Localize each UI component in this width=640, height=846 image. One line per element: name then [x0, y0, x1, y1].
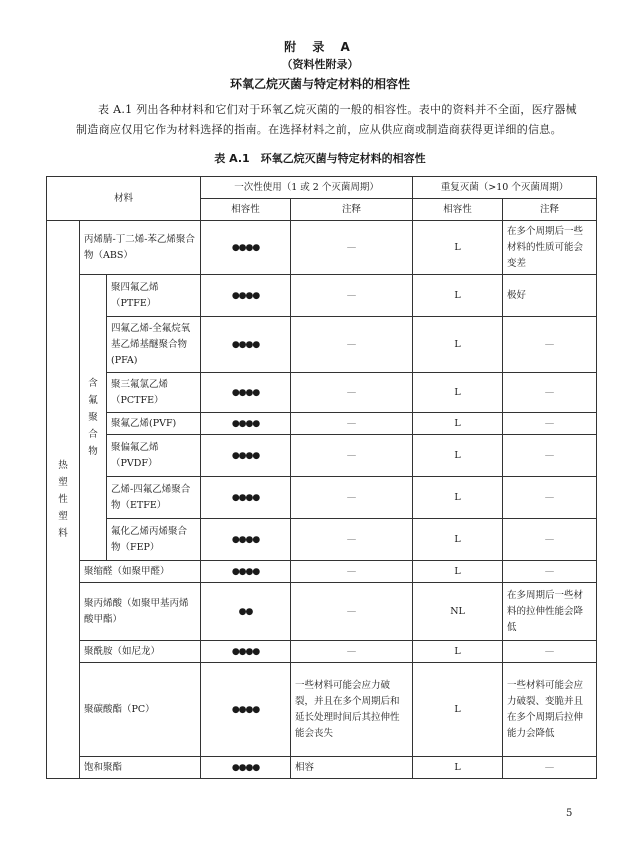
page-number: 5 — [566, 808, 573, 819]
table-row — [47, 641, 597, 663]
single-compat: ●●●● — [201, 275, 291, 317]
header-single-notes: 注释 — [291, 199, 413, 221]
single-note: — — [291, 561, 413, 583]
single-note: — — [291, 373, 413, 413]
single-note: — — [291, 519, 413, 561]
single-compat: ●● — [201, 583, 291, 641]
single-note: — — [291, 641, 413, 663]
single-note: — — [291, 221, 413, 275]
appendix-heading: 环氧乙烷灭菌与特定材料的相容性 — [229, 77, 410, 91]
material-cell: 丙烯腈-丁二烯-苯乙烯聚合物（ABS） — [80, 221, 201, 275]
header-single-compat: 相容性 — [201, 199, 291, 221]
table-row — [47, 435, 597, 477]
single-compat: ●●●● — [201, 435, 291, 477]
material-cell: 聚四氟乙烯（PTFE） — [107, 275, 201, 317]
repeat-note: — — [503, 561, 597, 583]
single-compat: ●●●● — [201, 757, 291, 779]
material-cell: 聚偏氟乙烯（PVDF） — [107, 435, 201, 477]
material-cell: 氟化乙烯丙烯聚合物（FEP） — [107, 519, 201, 561]
repeat-note: — — [503, 757, 597, 779]
appendix-type: （资料性附录） — [281, 58, 359, 71]
material-cell: 聚氟乙烯(PVF) — [107, 413, 201, 435]
header-repeat: 重复灭菌（>10 个灭菌周期） — [413, 177, 597, 199]
single-compat: ●●●● — [201, 561, 291, 583]
material-cell: 四氟乙烯-全氟烷氧基乙烯基醚聚合物(PFA) — [107, 317, 201, 373]
repeat-note: — — [503, 413, 597, 435]
repeat-note: — — [503, 519, 597, 561]
single-note: — — [291, 413, 413, 435]
material-cell: 聚酰胺（如尼龙） — [80, 641, 201, 663]
single-note: — — [291, 435, 413, 477]
single-note: 一些材料可能会应力破裂，并且在多个周期后和延长处理时间后其拉伸性能会丧失 — [291, 663, 413, 757]
header-single-use: 一次性使用（1 或 2 个灭菌周期） — [201, 177, 413, 199]
single-note: — — [291, 477, 413, 519]
material-cell: 聚缩醛（如聚甲醛） — [80, 561, 201, 583]
single-compat: ●●●● — [201, 519, 291, 561]
repeat-note: 极好 — [503, 275, 597, 317]
compatibility-table — [46, 176, 597, 779]
repeat-note: 在多周期后一些材料的拉伸性能会降低 — [503, 583, 597, 641]
table-row — [47, 221, 597, 275]
repeat-compat: L — [413, 757, 503, 779]
material-cell: 聚丙烯酸（如聚甲基丙烯酸甲酯） — [80, 583, 201, 641]
single-compat: ●●●● — [201, 477, 291, 519]
repeat-compat: L — [413, 413, 503, 435]
repeat-compat: L — [413, 373, 503, 413]
repeat-compat: L — [413, 317, 503, 373]
repeat-compat: L — [413, 663, 503, 757]
repeat-compat: L — [413, 221, 503, 275]
single-note: — — [291, 317, 413, 373]
material-cell: 饱和聚酯 — [80, 757, 201, 779]
single-compat: ●●●● — [201, 221, 291, 275]
single-compat: ●●●● — [201, 373, 291, 413]
table-row — [47, 317, 597, 373]
repeat-compat: L — [413, 641, 503, 663]
single-compat: ●●●● — [201, 663, 291, 757]
material-cell: 乙烯-四氟乙烯聚合物（ETFE） — [107, 477, 201, 519]
group-thermoplastic: 热 塑 性 塑 料 — [47, 221, 80, 779]
table-row — [47, 663, 597, 757]
repeat-compat: L — [413, 435, 503, 477]
material-cell: 聚三氟氯乙烯（PCTFE） — [107, 373, 201, 413]
header-repeat-compat: 相容性 — [413, 199, 503, 221]
repeat-note: — — [503, 641, 597, 663]
table-row — [47, 275, 597, 317]
table-row — [47, 757, 597, 779]
repeat-note: — — [503, 373, 597, 413]
table-row — [47, 519, 597, 561]
material-cell: 聚碳酸酯（PC） — [80, 663, 201, 757]
single-compat: ●●●● — [201, 413, 291, 435]
group-fluoro: 含 氟 聚 合 物 — [80, 275, 107, 561]
table-caption: 表 A.1 环氧乙烷灭菌与特定材料的相容性 — [214, 152, 426, 165]
table-row — [47, 373, 597, 413]
repeat-note: 在多个周期后一些材料的性质可能会变差 — [503, 221, 597, 275]
repeat-note: — — [503, 477, 597, 519]
table-row — [47, 477, 597, 519]
table-row — [47, 413, 597, 435]
single-note: 相容 — [291, 757, 413, 779]
table-row — [47, 561, 597, 583]
intro-paragraph: 表 A.1 列出各种材料和它们对于环氧乙烷灭菌的一般的相容性。表中的资料并不全面，医疗器械制造商应仅用它作为材料选择的指南。在选择材料之前，应从供应商或制造商获得更详细的信息。 — [76, 103, 577, 136]
table-row — [47, 583, 597, 641]
header-material: 材料 — [47, 177, 201, 221]
repeat-note: — — [503, 435, 597, 477]
appendix-title: 附 录 A — [284, 40, 356, 54]
header-repeat-notes: 注释 — [503, 199, 597, 221]
repeat-note: — — [503, 317, 597, 373]
repeat-compat: L — [413, 275, 503, 317]
repeat-compat: NL — [413, 583, 503, 641]
single-compat: ●●●● — [201, 641, 291, 663]
repeat-compat: L — [413, 519, 503, 561]
single-note: — — [291, 583, 413, 641]
single-compat: ●●●● — [201, 317, 291, 373]
repeat-compat: L — [413, 561, 503, 583]
repeat-compat: L — [413, 477, 503, 519]
single-note: — — [291, 275, 413, 317]
repeat-note: 一些材料可能会应力破裂、变脆并且在多个周期后拉伸能力会降低 — [503, 663, 597, 757]
